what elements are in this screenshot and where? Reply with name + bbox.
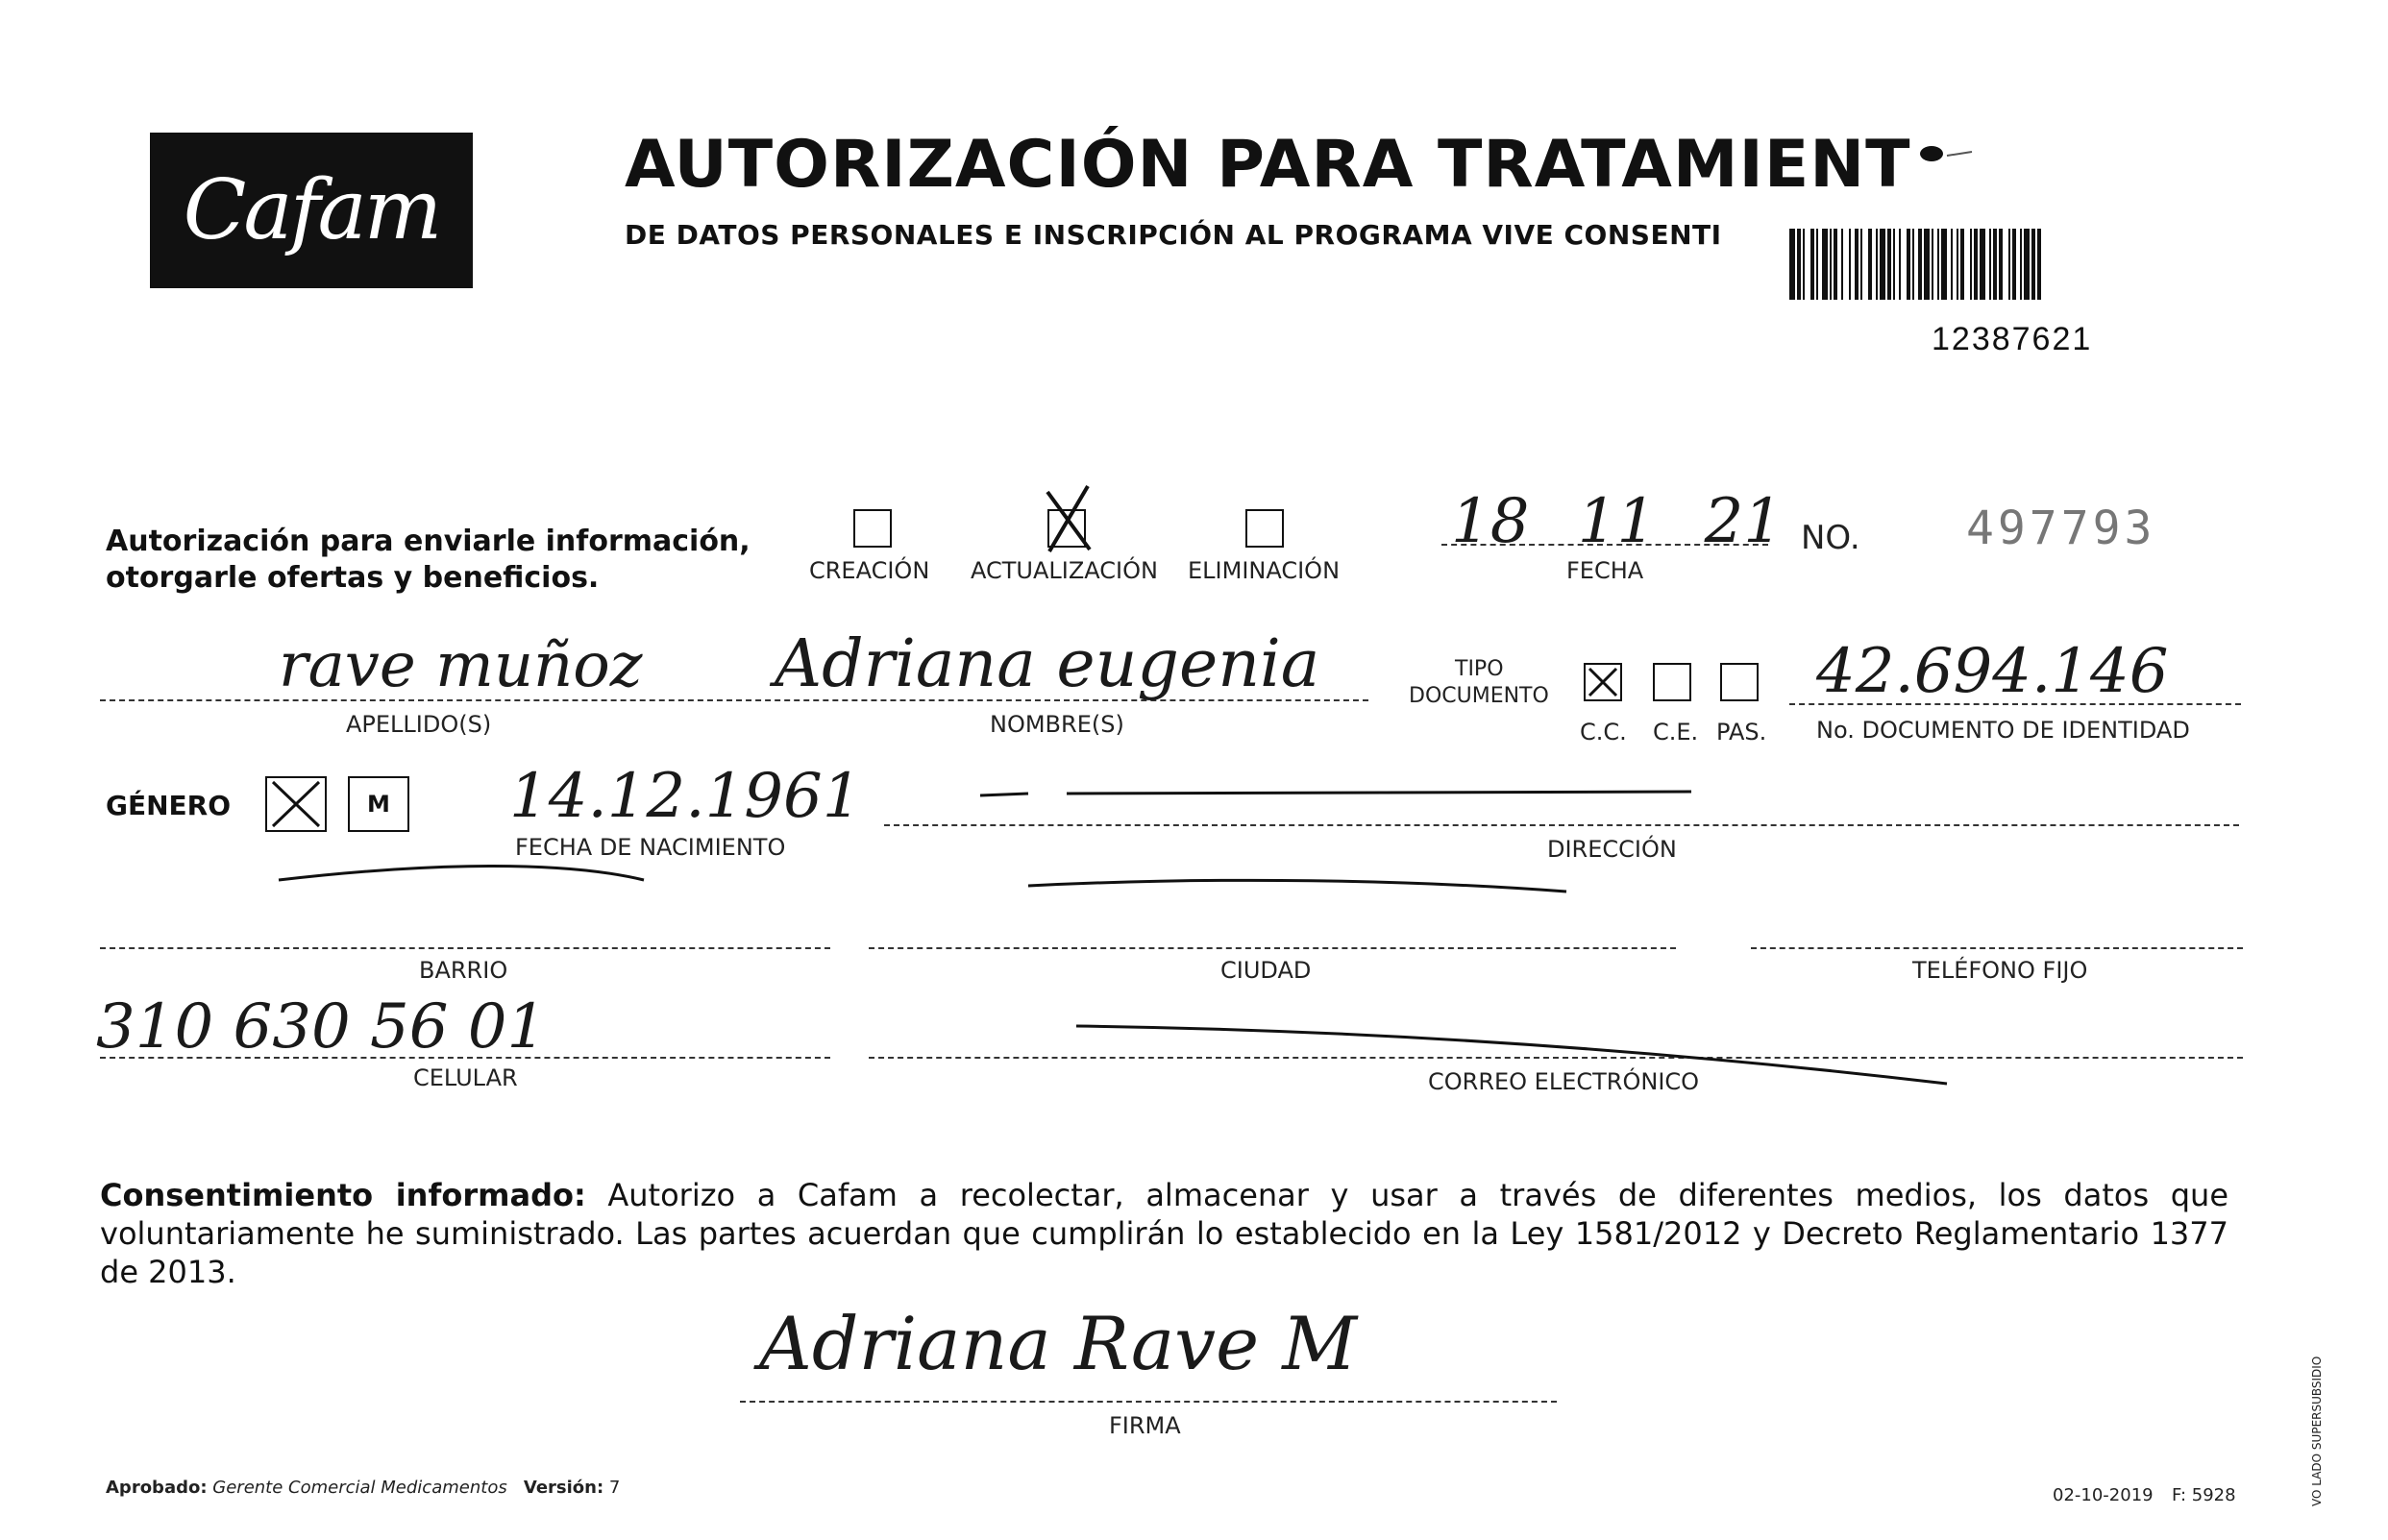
gender-f-checkbox[interactable] [265,776,327,832]
consent-text: Autorizo a Cafam a recolectar, almacenar y usar a través de diferentes medios, los datos que voluntariamente he suministrado. Las partes acuerdan que cumplirán lo establecido en la Ley 1581/2012 y Decreto Reglamentario 1377 de 2013. [100,1177,2229,1290]
ciudad-line [869,947,1676,949]
gender-m-checkbox[interactable] [348,776,409,832]
approved-footer [106,1478,620,1498]
barcode-bar [1899,229,1901,300]
barcode-bar [1834,229,1837,300]
barcode-bar [1907,229,1910,300]
barcode-bar [1980,229,1985,300]
birthdate-pen-stroke [279,857,653,895]
barcode-bar [1932,229,1933,300]
barcode-bar [1970,229,1972,300]
barcode-bar [1803,229,1805,300]
version-label: Versión: [523,1478,604,1498]
barrio-line [100,947,830,949]
birthdate-value[interactable]: 14.12.1961 [509,761,862,832]
birthdate-label: FECHA DE NACIMIENTO [515,834,786,861]
barcode-bar [1951,229,1953,300]
date-line [1441,544,1768,546]
footer-code: F: 5928 [2172,1485,2236,1505]
cafam-logo [150,133,473,288]
form-subtitle: DE DATOS PERSONALES E INSCRIPCIÓN AL PROGRAMA VIVE CONSENTI [625,219,1722,251]
signature-value[interactable]: Adriana Rave M [759,1301,1358,1386]
barcode-bar [1810,229,1814,300]
approved-value: Gerente Comercial Medicamentos [212,1478,507,1498]
barcode-bar [1830,229,1832,300]
barrio-label: BARRIO [419,957,508,984]
ce-label: C.E. [1653,719,1699,746]
telefono-line [1751,947,2243,949]
check-mark-icon [1586,665,1620,699]
gender-label: GÉNERO [106,790,232,821]
barcode-bar [1841,229,1843,300]
consent-paragraph [100,1176,2228,1291]
barcode-bar [1957,229,1958,300]
email-label: CORREO ELECTRÓNICO [1428,1068,1700,1095]
creacion-label: CREACIÓN [809,557,930,584]
barcode-bar [1960,229,1964,300]
barcode-bar [1789,229,1795,300]
check-mark-icon [1040,482,1097,559]
pas-label: PAS. [1716,719,1767,746]
surname-value[interactable]: rave muñoz [279,630,643,701]
barcode-bar [1941,229,1947,300]
barcode-bar [1918,229,1922,300]
address-stroke-2 [1028,876,1586,905]
pas-checkbox[interactable] [1720,663,1759,701]
date-value[interactable]: 18 11 21 [1451,486,1783,557]
barcode-number: 12387621 [1932,321,2093,357]
doc-type-label-2: DOCUMENTO [1409,684,1549,708]
celular-value[interactable]: 310 630 56 01 [96,991,547,1063]
doc-number-value[interactable]: 42.694.146 [1816,636,2169,707]
surname-label: APELLIDO(S) [346,711,492,738]
no-label: NO. [1801,519,1860,557]
address-line [884,824,2239,826]
barcode-bar [1880,229,1885,300]
side-print-text: VO LADO SUPERSUBSIDIO [2310,1356,2324,1506]
cc-checkbox[interactable] [1584,663,1622,701]
barcode-bar [2012,229,2016,300]
eliminacion-label: ELIMINACIÓN [1188,557,1341,584]
form-number: 497793 [1966,501,2156,555]
name-label: NOMBRE(S) [990,711,1124,738]
barcode-bar [1860,229,1862,300]
check-mark-icon [267,778,325,830]
actualizacion-checkbox[interactable] [1047,509,1086,548]
barcode-bar [1993,229,1997,300]
barcode-bar [1974,229,1978,300]
barcode-bar [1822,229,1828,300]
authorization-label-line1: Autorización para enviarle información, [106,525,751,558]
date-label: FECHA [1566,557,1644,584]
address-label: DIRECCIÓN [1547,836,1677,863]
footer-date: 02-10-2019 [2053,1485,2154,1505]
name-value[interactable]: Adriana eugenia [775,626,1320,702]
signature-line [740,1401,1557,1403]
approved-label: Aprobado: [106,1478,208,1498]
barcode-bar [1912,229,1914,300]
barcode-bar [1924,229,1930,300]
barcode-bar [1999,229,2003,300]
doc-number-label: No. DOCUMENTO DE IDENTIDAD [1816,717,2190,744]
barcode [1789,229,2185,300]
barcode-bar [1937,229,1939,300]
barcode-bar [1816,229,1818,300]
celular-label: CELULAR [413,1064,518,1091]
barcode-bar [1887,229,1891,300]
barcode-bar [1855,229,1859,300]
barcode-bar [1868,229,1872,300]
signature-label: FIRMA [1109,1412,1181,1439]
barcode-bar [1876,229,1878,300]
ciudad-label: CIUDAD [1220,957,1312,984]
address-strike [980,786,1711,815]
barcode-bar [2031,229,2035,300]
ink-smudge [1918,144,1976,163]
authorization-label-line2: otorgarle ofertas y beneficios. [106,561,600,595]
barcode-bar [1849,229,1851,300]
celular-line [100,1057,830,1059]
cc-label: C.C. [1580,719,1627,746]
barcode-bar [2024,229,2030,300]
barcode-bar [1893,229,1895,300]
barcode-bar [2020,229,2022,300]
form-title: AUTORIZACIÓN PARA TRATAMIENT [625,127,1911,203]
consent-heading: Consentimiento informado: [100,1177,586,1213]
barcode-bar [2037,229,2041,300]
doc-type-label-1: TIPO [1455,657,1504,681]
version-value: 7 [608,1478,621,1498]
barcode-bar [1797,229,1801,300]
telefono-label: TELÉFONO FIJO [1912,957,2088,984]
logo-text: Cafam [183,162,440,258]
barcode-bar [2008,229,2010,300]
ce-checkbox[interactable] [1653,663,1691,701]
actualizacion-label: ACTUALIZACIÓN [971,557,1158,584]
creacion-checkbox[interactable] [853,509,892,548]
barcode-bar [1989,229,1991,300]
gender-m-label: M [367,791,390,818]
eliminacion-checkbox[interactable] [1245,509,1284,548]
